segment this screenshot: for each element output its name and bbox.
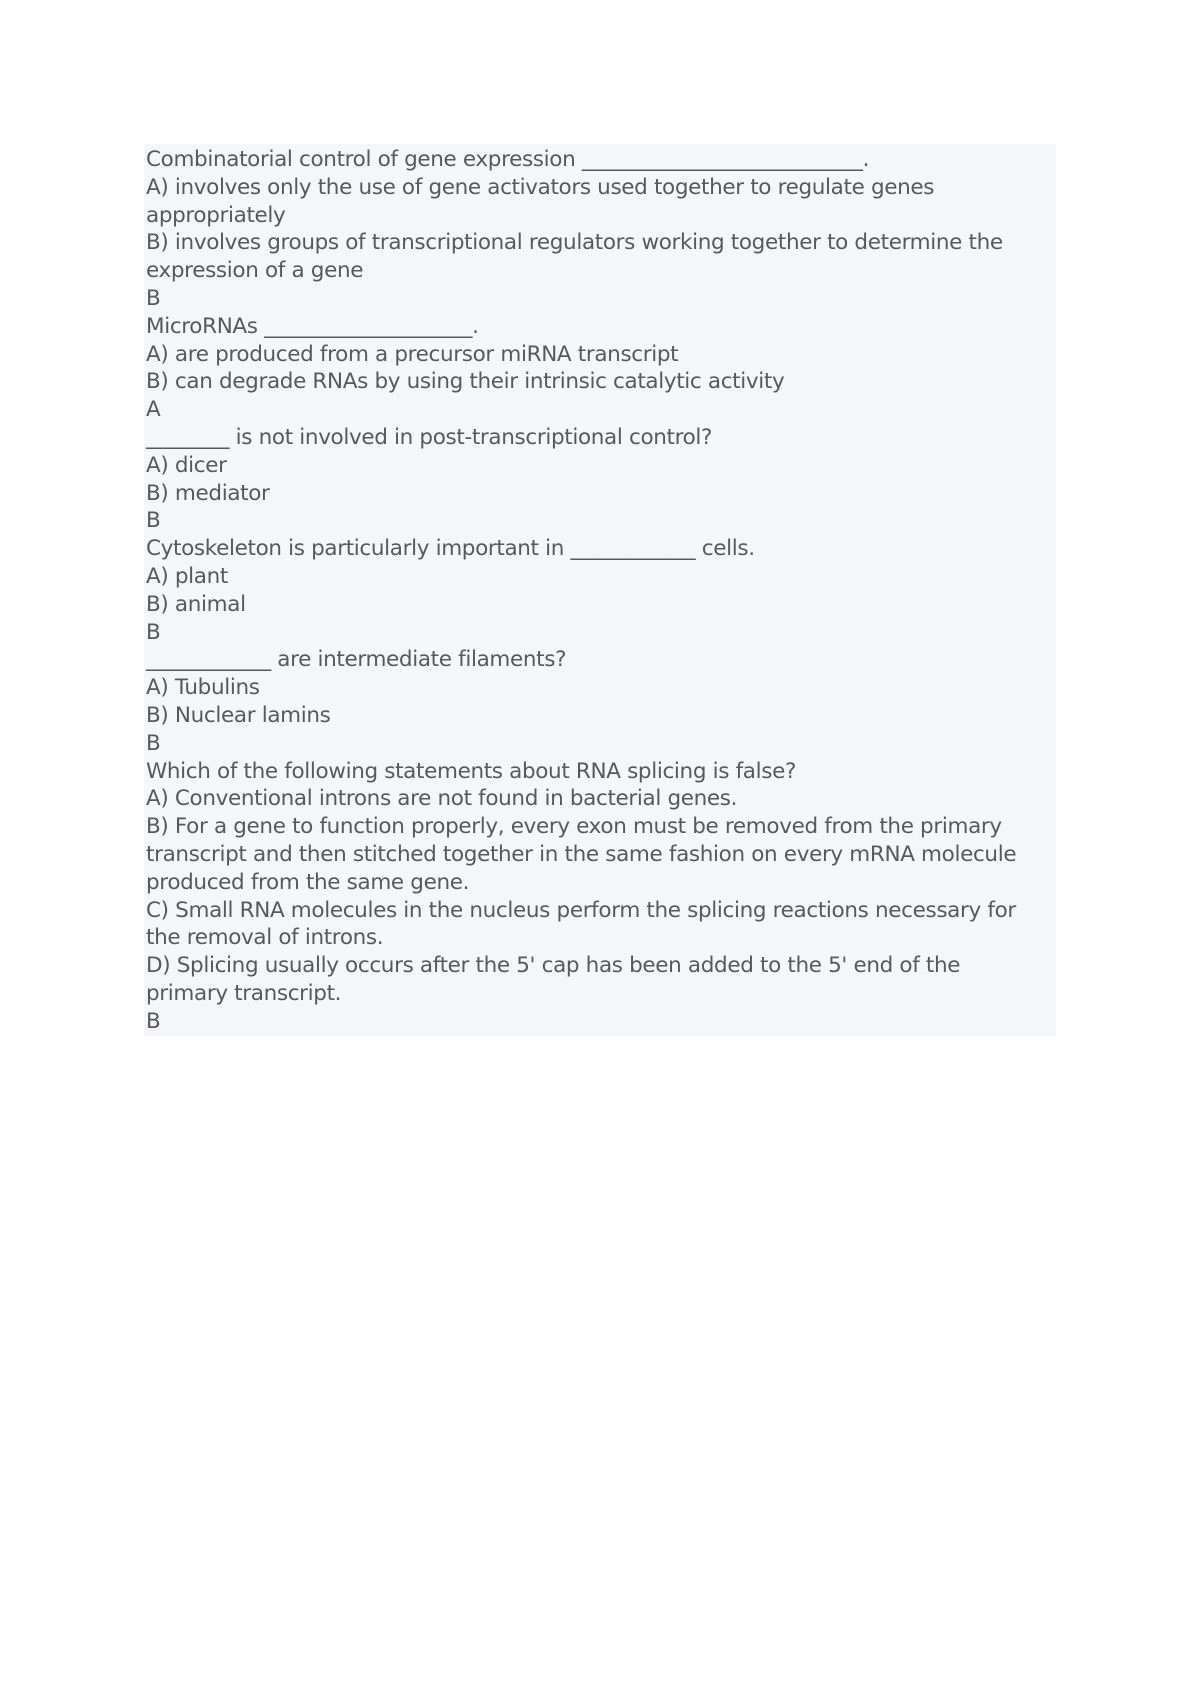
question-6-option-c: C) Small RNA molecules in the nucleus perform the splicing reactions necessary for: [146, 897, 1016, 923]
question-3-option-a: A) dicer: [146, 452, 227, 478]
question-6-option-b-continued-2: produced from the same gene.: [146, 869, 470, 895]
question-5-option-a: A) Tubulins: [146, 675, 260, 701]
question-6-option-b: B) For a gene to function properly, every exon must be removed from the primary: [146, 814, 1002, 840]
question-4-option-b: B) animal: [146, 591, 246, 617]
question-2-option-b: B) can degrade RNAs by using their intrinsic catalytic activity: [146, 369, 785, 395]
question-1-option-b-continued: expression of a gene: [146, 258, 364, 284]
question-1-option-a-continued: appropriately: [146, 202, 286, 228]
question-2-text: MicroRNAs ____________________.: [146, 313, 479, 339]
quiz-text-block: [144, 144, 1056, 1036]
question-5-answer: B: [146, 730, 161, 756]
question-4-text: Cytoskeleton is particularly important in ____________ cells.: [146, 536, 755, 562]
question-2-answer: A: [146, 397, 161, 423]
question-6-option-d-continued: primary transcript.: [146, 980, 342, 1006]
question-6-text: Which of the following statements about RNA splicing is false?: [146, 758, 797, 784]
question-4-option-a: A) plant: [146, 563, 228, 589]
question-6-option-d: D) Splicing usually occurs after the 5' cap has been added to the 5' end of the: [146, 953, 961, 979]
question-5-option-b: B) Nuclear lamins: [146, 702, 331, 728]
question-3-text: ________ is not involved in post-transcriptional control?: [146, 424, 713, 450]
question-6-option-c-continued: the removal of introns.: [146, 925, 384, 951]
question-3-option-b: B) mediator: [146, 480, 270, 506]
question-1-option-b: B) involves groups of transcriptional regulators working together to determine the: [146, 230, 1003, 256]
question-5-text: ____________ are intermediate filaments?: [146, 647, 567, 673]
question-6-option-b-continued-1: transcript and then stitched together in the same fashion on every mRNA molecule: [146, 841, 1017, 867]
question-4-answer: B: [146, 619, 161, 645]
question-6-answer: B: [146, 1008, 161, 1034]
question-6-option-a: A) Conventional introns are not found in bacterial genes.: [146, 786, 738, 812]
question-1-answer: B: [146, 285, 161, 311]
question-3-answer: B: [146, 508, 161, 534]
question-2-option-a: A) are produced from a precursor miRNA transcript: [146, 341, 679, 367]
question-1-option-a: A) involves only the use of gene activators used together to regulate genes: [146, 174, 935, 200]
question-1-text: Combinatorial control of gene expression ___________________________.: [146, 147, 870, 172]
